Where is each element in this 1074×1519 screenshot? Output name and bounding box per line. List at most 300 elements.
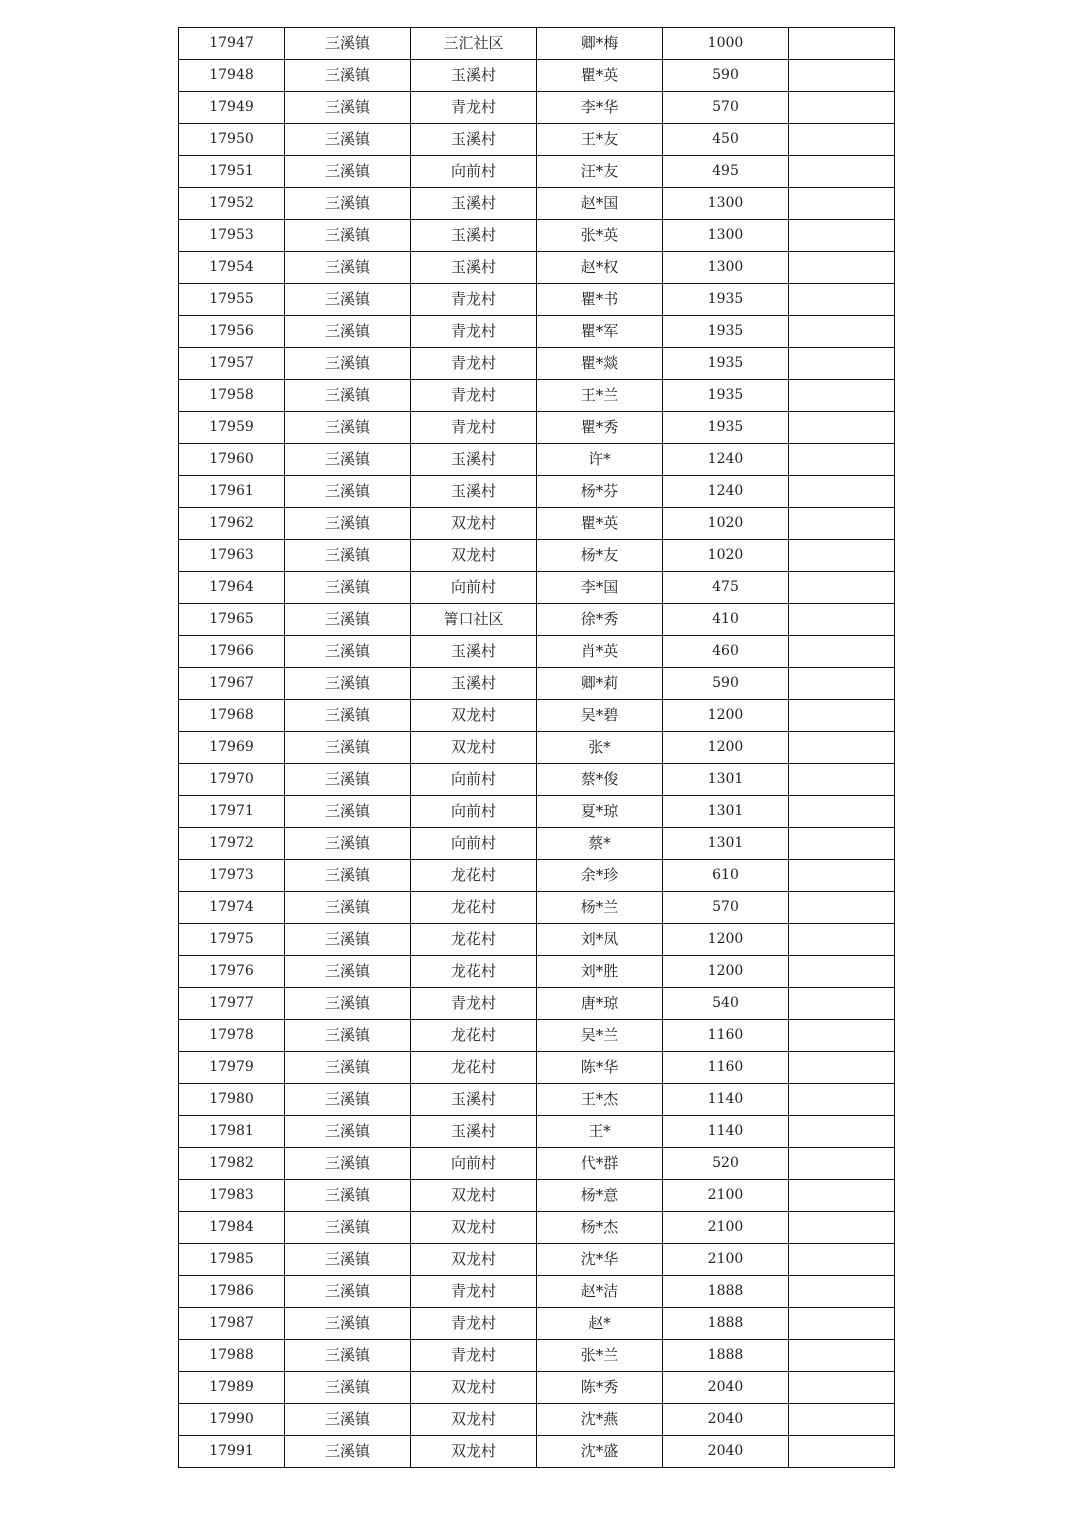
cell-remarks <box>789 348 895 380</box>
cell-amount: 2100 <box>663 1244 789 1276</box>
cell-town: 三溪镇 <box>285 1436 411 1468</box>
cell-village: 玉溪村 <box>411 1116 537 1148</box>
cell-village: 龙花村 <box>411 924 537 956</box>
cell-person-name: 余*珍 <box>537 860 663 892</box>
cell-amount: 2040 <box>663 1436 789 1468</box>
cell-amount: 1200 <box>663 700 789 732</box>
cell-town: 三溪镇 <box>285 284 411 316</box>
table-row <box>179 1084 895 1116</box>
cell-serial-number: 17970 <box>179 764 285 796</box>
cell-person-name: 杨*意 <box>537 1180 663 1212</box>
cell-person-name: 杨*兰 <box>537 892 663 924</box>
cell-serial-number: 17952 <box>179 188 285 220</box>
cell-remarks <box>789 188 895 220</box>
cell-village: 玉溪村 <box>411 1084 537 1116</box>
cell-person-name: 代*群 <box>537 1148 663 1180</box>
cell-person-name: 陈*秀 <box>537 1372 663 1404</box>
cell-remarks <box>789 636 895 668</box>
cell-serial-number: 17980 <box>179 1084 285 1116</box>
cell-person-name: 赵*权 <box>537 252 663 284</box>
table-row <box>179 220 895 252</box>
table-row <box>179 828 895 860</box>
cell-village: 双龙村 <box>411 540 537 572</box>
cell-amount: 590 <box>663 668 789 700</box>
cell-person-name: 张*英 <box>537 220 663 252</box>
table-row <box>179 956 895 988</box>
table-row <box>179 732 895 764</box>
cell-person-name: 杨*友 <box>537 540 663 572</box>
cell-serial-number: 17967 <box>179 668 285 700</box>
cell-serial-number: 17986 <box>179 1276 285 1308</box>
cell-person-name: 瞿*英 <box>537 60 663 92</box>
cell-town: 三溪镇 <box>285 348 411 380</box>
cell-village: 玉溪村 <box>411 188 537 220</box>
cell-person-name: 卿*莉 <box>537 668 663 700</box>
cell-town: 三溪镇 <box>285 1276 411 1308</box>
cell-amount: 1935 <box>663 380 789 412</box>
table-row <box>179 284 895 316</box>
cell-amount: 2040 <box>663 1404 789 1436</box>
cell-remarks <box>789 956 895 988</box>
cell-town: 三溪镇 <box>285 988 411 1020</box>
cell-town: 三溪镇 <box>285 1212 411 1244</box>
table-row <box>179 1340 895 1372</box>
cell-amount: 410 <box>663 604 789 636</box>
cell-person-name: 赵* <box>537 1308 663 1340</box>
cell-amount: 1888 <box>663 1308 789 1340</box>
cell-remarks <box>789 284 895 316</box>
cell-serial-number: 17955 <box>179 284 285 316</box>
cell-amount: 540 <box>663 988 789 1020</box>
cell-serial-number: 17985 <box>179 1244 285 1276</box>
cell-village: 双龙村 <box>411 732 537 764</box>
table-row <box>179 540 895 572</box>
cell-town: 三溪镇 <box>285 796 411 828</box>
cell-village: 向前村 <box>411 156 537 188</box>
cell-remarks <box>789 668 895 700</box>
cell-village: 向前村 <box>411 1148 537 1180</box>
cell-person-name: 杨*芬 <box>537 476 663 508</box>
cell-serial-number: 17973 <box>179 860 285 892</box>
cell-person-name: 吴*兰 <box>537 1020 663 1052</box>
cell-serial-number: 17988 <box>179 1340 285 1372</box>
table-row <box>179 988 895 1020</box>
cell-remarks <box>789 1212 895 1244</box>
cell-remarks <box>789 220 895 252</box>
cell-person-name: 卿*梅 <box>537 28 663 60</box>
cell-serial-number: 17960 <box>179 444 285 476</box>
cell-person-name: 王* <box>537 1116 663 1148</box>
cell-remarks <box>789 92 895 124</box>
cell-serial-number: 17953 <box>179 220 285 252</box>
cell-serial-number: 17991 <box>179 1436 285 1468</box>
cell-remarks <box>789 1084 895 1116</box>
cell-village: 青龙村 <box>411 92 537 124</box>
cell-village: 龙花村 <box>411 860 537 892</box>
table-row <box>179 764 895 796</box>
cell-serial-number: 17959 <box>179 412 285 444</box>
cell-amount: 1000 <box>663 28 789 60</box>
cell-village: 双龙村 <box>411 1212 537 1244</box>
cell-serial-number: 17968 <box>179 700 285 732</box>
cell-person-name: 赵*洁 <box>537 1276 663 1308</box>
cell-village: 玉溪村 <box>411 252 537 284</box>
cell-amount: 1160 <box>663 1052 789 1084</box>
cell-village: 玉溪村 <box>411 668 537 700</box>
cell-amount: 1301 <box>663 796 789 828</box>
cell-village: 龙花村 <box>411 956 537 988</box>
cell-person-name: 李*国 <box>537 572 663 604</box>
cell-remarks <box>789 572 895 604</box>
cell-village: 双龙村 <box>411 1436 537 1468</box>
table-row <box>179 252 895 284</box>
cell-village: 双龙村 <box>411 1180 537 1212</box>
cell-serial-number: 17948 <box>179 60 285 92</box>
cell-amount: 475 <box>663 572 789 604</box>
table-row <box>179 412 895 444</box>
cell-serial-number: 17979 <box>179 1052 285 1084</box>
cell-amount: 450 <box>663 124 789 156</box>
table-row <box>179 1308 895 1340</box>
cell-serial-number: 17957 <box>179 348 285 380</box>
cell-person-name: 张* <box>537 732 663 764</box>
cell-town: 三溪镇 <box>285 92 411 124</box>
cell-remarks <box>789 28 895 60</box>
table-row <box>179 380 895 412</box>
cell-serial-number: 17950 <box>179 124 285 156</box>
cell-serial-number: 17971 <box>179 796 285 828</box>
cell-village: 玉溪村 <box>411 476 537 508</box>
cell-village: 向前村 <box>411 764 537 796</box>
cell-person-name: 瞿*秀 <box>537 412 663 444</box>
table-row <box>179 188 895 220</box>
cell-remarks <box>789 1116 895 1148</box>
cell-town: 三溪镇 <box>285 188 411 220</box>
table-row <box>179 1244 895 1276</box>
cell-serial-number: 17983 <box>179 1180 285 1212</box>
cell-amount: 2100 <box>663 1212 789 1244</box>
table-row <box>179 1212 895 1244</box>
cell-village: 青龙村 <box>411 988 537 1020</box>
cell-amount: 2040 <box>663 1372 789 1404</box>
cell-serial-number: 17954 <box>179 252 285 284</box>
cell-person-name: 张*兰 <box>537 1340 663 1372</box>
cell-town: 三溪镇 <box>285 1020 411 1052</box>
table-row <box>179 1020 895 1052</box>
table-row <box>179 124 895 156</box>
roster-table-body <box>179 28 895 1468</box>
cell-amount: 1300 <box>663 220 789 252</box>
cell-person-name: 李*华 <box>537 92 663 124</box>
cell-person-name: 瞿*军 <box>537 316 663 348</box>
cell-amount: 1301 <box>663 828 789 860</box>
cell-amount: 1020 <box>663 540 789 572</box>
cell-town: 三溪镇 <box>285 60 411 92</box>
cell-remarks <box>789 1052 895 1084</box>
table-row <box>179 636 895 668</box>
table-row <box>179 796 895 828</box>
cell-town: 三溪镇 <box>285 860 411 892</box>
cell-town: 三溪镇 <box>285 636 411 668</box>
cell-amount: 1140 <box>663 1084 789 1116</box>
cell-remarks <box>789 828 895 860</box>
table-row <box>179 1276 895 1308</box>
cell-village: 玉溪村 <box>411 444 537 476</box>
cell-town: 三溪镇 <box>285 1308 411 1340</box>
cell-person-name: 刘*凤 <box>537 924 663 956</box>
cell-serial-number: 17964 <box>179 572 285 604</box>
cell-person-name: 杨*杰 <box>537 1212 663 1244</box>
cell-town: 三溪镇 <box>285 764 411 796</box>
cell-amount: 1301 <box>663 764 789 796</box>
cell-amount: 1240 <box>663 444 789 476</box>
cell-town: 三溪镇 <box>285 540 411 572</box>
cell-person-name: 蔡* <box>537 828 663 860</box>
cell-village: 青龙村 <box>411 1308 537 1340</box>
cell-amount: 1240 <box>663 476 789 508</box>
cell-remarks <box>789 444 895 476</box>
cell-serial-number: 17961 <box>179 476 285 508</box>
cell-town: 三溪镇 <box>285 1340 411 1372</box>
cell-amount: 1935 <box>663 284 789 316</box>
cell-serial-number: 17976 <box>179 956 285 988</box>
cell-person-name: 王*兰 <box>537 380 663 412</box>
cell-town: 三溪镇 <box>285 252 411 284</box>
cell-town: 三溪镇 <box>285 220 411 252</box>
cell-town: 三溪镇 <box>285 1052 411 1084</box>
cell-amount: 520 <box>663 1148 789 1180</box>
cell-town: 三溪镇 <box>285 828 411 860</box>
cell-town: 三溪镇 <box>285 316 411 348</box>
cell-person-name: 刘*胜 <box>537 956 663 988</box>
cell-town: 三溪镇 <box>285 156 411 188</box>
table-row <box>179 604 895 636</box>
cell-remarks <box>789 1180 895 1212</box>
cell-remarks <box>789 412 895 444</box>
cell-village: 箐口社区 <box>411 604 537 636</box>
cell-town: 三溪镇 <box>285 476 411 508</box>
cell-serial-number: 17969 <box>179 732 285 764</box>
cell-village: 龙花村 <box>411 892 537 924</box>
cell-amount: 1020 <box>663 508 789 540</box>
cell-village: 向前村 <box>411 796 537 828</box>
cell-person-name: 陈*华 <box>537 1052 663 1084</box>
cell-village: 向前村 <box>411 828 537 860</box>
table-row <box>179 1436 895 1468</box>
cell-remarks <box>789 796 895 828</box>
cell-town: 三溪镇 <box>285 124 411 156</box>
cell-person-name: 蔡*俊 <box>537 764 663 796</box>
cell-town: 三溪镇 <box>285 668 411 700</box>
cell-person-name: 沈*华 <box>537 1244 663 1276</box>
cell-remarks <box>789 252 895 284</box>
table-row <box>179 476 895 508</box>
table-row <box>179 28 895 60</box>
cell-village: 青龙村 <box>411 380 537 412</box>
cell-village: 双龙村 <box>411 1404 537 1436</box>
table-row <box>179 1052 895 1084</box>
cell-person-name: 肖*英 <box>537 636 663 668</box>
cell-serial-number: 17962 <box>179 508 285 540</box>
cell-remarks <box>789 924 895 956</box>
table-row <box>179 924 895 956</box>
cell-serial-number: 17989 <box>179 1372 285 1404</box>
cell-serial-number: 17951 <box>179 156 285 188</box>
cell-remarks <box>789 476 895 508</box>
cell-serial-number: 17987 <box>179 1308 285 1340</box>
table-row <box>179 892 895 924</box>
table-row <box>179 316 895 348</box>
cell-village: 龙花村 <box>411 1052 537 1084</box>
cell-town: 三溪镇 <box>285 1372 411 1404</box>
cell-village: 向前村 <box>411 572 537 604</box>
cell-amount: 1300 <box>663 188 789 220</box>
cell-village: 双龙村 <box>411 700 537 732</box>
cell-town: 三溪镇 <box>285 1404 411 1436</box>
cell-amount: 460 <box>663 636 789 668</box>
cell-amount: 2100 <box>663 1180 789 1212</box>
cell-amount: 570 <box>663 892 789 924</box>
cell-village: 玉溪村 <box>411 220 537 252</box>
cell-town: 三溪镇 <box>285 444 411 476</box>
cell-amount: 590 <box>663 60 789 92</box>
cell-town: 三溪镇 <box>285 380 411 412</box>
cell-remarks <box>789 124 895 156</box>
cell-remarks <box>789 1148 895 1180</box>
cell-remarks <box>789 380 895 412</box>
cell-town: 三溪镇 <box>285 956 411 988</box>
table-row <box>179 444 895 476</box>
cell-remarks <box>789 1436 895 1468</box>
cell-remarks <box>789 1276 895 1308</box>
cell-remarks <box>789 1244 895 1276</box>
cell-village: 双龙村 <box>411 508 537 540</box>
cell-serial-number: 17975 <box>179 924 285 956</box>
cell-remarks <box>789 604 895 636</box>
roster-table <box>178 27 895 1468</box>
cell-person-name: 王*杰 <box>537 1084 663 1116</box>
cell-village: 青龙村 <box>411 412 537 444</box>
cell-person-name: 瞿*书 <box>537 284 663 316</box>
cell-town: 三溪镇 <box>285 412 411 444</box>
cell-serial-number: 17972 <box>179 828 285 860</box>
table-row <box>179 508 895 540</box>
cell-person-name: 汪*友 <box>537 156 663 188</box>
cell-village: 青龙村 <box>411 348 537 380</box>
cell-person-name: 沈*盛 <box>537 1436 663 1468</box>
table-row <box>179 156 895 188</box>
cell-town: 三溪镇 <box>285 604 411 636</box>
cell-village: 玉溪村 <box>411 124 537 156</box>
cell-amount: 570 <box>663 92 789 124</box>
cell-amount: 1140 <box>663 1116 789 1148</box>
cell-village: 青龙村 <box>411 1340 537 1372</box>
cell-town: 三溪镇 <box>285 700 411 732</box>
cell-village: 双龙村 <box>411 1244 537 1276</box>
cell-amount: 1935 <box>663 348 789 380</box>
cell-amount: 1200 <box>663 732 789 764</box>
cell-amount: 1935 <box>663 412 789 444</box>
cell-amount: 1888 <box>663 1276 789 1308</box>
cell-town: 三溪镇 <box>285 1084 411 1116</box>
cell-remarks <box>789 764 895 796</box>
cell-town: 三溪镇 <box>285 924 411 956</box>
cell-remarks <box>789 732 895 764</box>
cell-person-name: 沈*燕 <box>537 1404 663 1436</box>
cell-amount: 1935 <box>663 316 789 348</box>
cell-town: 三溪镇 <box>285 28 411 60</box>
table-row <box>179 1148 895 1180</box>
cell-person-name: 许* <box>537 444 663 476</box>
table-row <box>179 1404 895 1436</box>
table-row <box>179 60 895 92</box>
cell-remarks <box>789 892 895 924</box>
cell-town: 三溪镇 <box>285 1148 411 1180</box>
cell-serial-number: 17963 <box>179 540 285 572</box>
cell-person-name: 赵*国 <box>537 188 663 220</box>
cell-amount: 1300 <box>663 252 789 284</box>
cell-remarks <box>789 1308 895 1340</box>
cell-serial-number: 17956 <box>179 316 285 348</box>
cell-serial-number: 17974 <box>179 892 285 924</box>
table-row <box>179 348 895 380</box>
cell-serial-number: 17977 <box>179 988 285 1020</box>
cell-amount: 495 <box>663 156 789 188</box>
cell-remarks <box>789 1372 895 1404</box>
cell-amount: 1200 <box>663 924 789 956</box>
table-row <box>179 860 895 892</box>
cell-amount: 610 <box>663 860 789 892</box>
cell-amount: 1160 <box>663 1020 789 1052</box>
cell-serial-number: 17949 <box>179 92 285 124</box>
cell-remarks <box>789 60 895 92</box>
cell-remarks <box>789 988 895 1020</box>
cell-remarks <box>789 316 895 348</box>
cell-town: 三溪镇 <box>285 732 411 764</box>
cell-village: 双龙村 <box>411 1372 537 1404</box>
cell-amount: 1888 <box>663 1340 789 1372</box>
cell-serial-number: 17978 <box>179 1020 285 1052</box>
table-row <box>179 1116 895 1148</box>
cell-person-name: 吴*碧 <box>537 700 663 732</box>
cell-remarks <box>789 700 895 732</box>
cell-town: 三溪镇 <box>285 1244 411 1276</box>
table-row <box>179 1180 895 1212</box>
cell-town: 三溪镇 <box>285 1180 411 1212</box>
cell-remarks <box>789 540 895 572</box>
cell-person-name: 瞿*燚 <box>537 348 663 380</box>
table-row <box>179 700 895 732</box>
cell-remarks <box>789 1404 895 1436</box>
cell-serial-number: 17965 <box>179 604 285 636</box>
cell-serial-number: 17958 <box>179 380 285 412</box>
table-row <box>179 92 895 124</box>
cell-remarks <box>789 508 895 540</box>
cell-town: 三溪镇 <box>285 892 411 924</box>
cell-serial-number: 17981 <box>179 1116 285 1148</box>
cell-person-name: 瞿*英 <box>537 508 663 540</box>
cell-remarks <box>789 156 895 188</box>
cell-village: 龙花村 <box>411 1020 537 1052</box>
cell-person-name: 唐*琼 <box>537 988 663 1020</box>
table-row <box>179 572 895 604</box>
cell-town: 三溪镇 <box>285 1116 411 1148</box>
cell-serial-number: 17982 <box>179 1148 285 1180</box>
cell-village: 青龙村 <box>411 1276 537 1308</box>
cell-town: 三溪镇 <box>285 508 411 540</box>
cell-serial-number: 17990 <box>179 1404 285 1436</box>
cell-village: 玉溪村 <box>411 636 537 668</box>
